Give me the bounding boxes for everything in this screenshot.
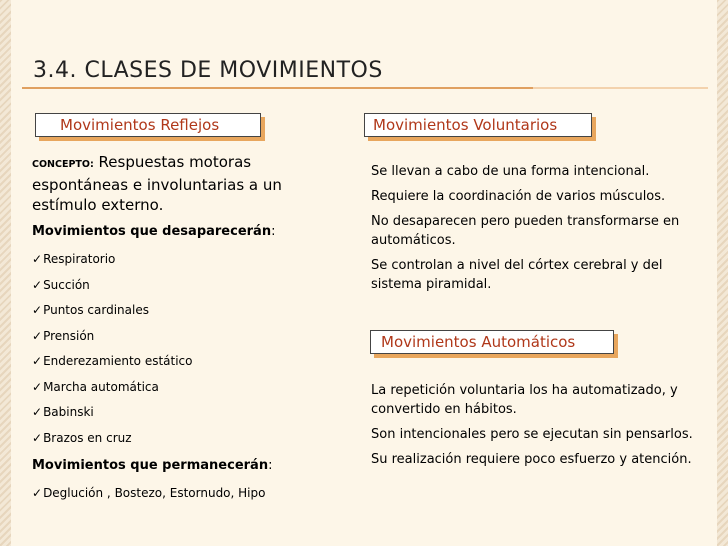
list-item: ✓Marcha automática	[32, 379, 159, 394]
concept-paragraph	[32, 152, 332, 215]
list-item: ✓Succión	[32, 277, 90, 292]
voluntarios-line: Se controlan a nivel del córtex cerebral y del sistema piramidal.	[371, 258, 663, 292]
voluntarios-line: Se llevan a cabo de una forma intencional.	[371, 164, 650, 179]
check-icon: ✓	[32, 252, 43, 266]
list-item: ✓Babinski	[32, 405, 94, 419]
disappear-list	[32, 247, 332, 451]
decorative-stripe-left	[0, 0, 11, 546]
check-icon: ✓	[32, 303, 43, 317]
automaticos-line: Son intencionales pero se ejecutan sin pensarlos.	[371, 427, 693, 442]
check-icon: ✓	[32, 277, 43, 292]
disappear-heading-text: Movimientos que desaparecerán	[32, 224, 272, 239]
concept-label: CONCEPTO:	[32, 159, 94, 170]
voluntarios-line: Requiere la coordinación de varios músculos.	[371, 189, 666, 204]
automaticos-line: La repetición voluntaria los ha automatizado, y convertido en hábitos.	[371, 383, 678, 417]
check-icon: ✓	[32, 328, 43, 343]
header-automaticos: Movimientos Automáticos	[370, 330, 614, 354]
remain-list	[32, 481, 332, 507]
disappear-heading	[32, 223, 332, 241]
remain-heading	[32, 457, 332, 475]
check-icon: ✓	[32, 354, 43, 368]
automaticos-content	[371, 381, 701, 475]
list-item: ✓Puntos cardinales	[32, 303, 149, 317]
check-icon: ✓	[32, 486, 43, 500]
voluntarios-content	[371, 162, 701, 300]
automaticos-line: Su realización requiere poco esfuerzo y atención.	[371, 452, 692, 467]
reflejos-content	[32, 152, 332, 507]
slide-title: 3.4. CLASES DE MOVIMIENTOS	[33, 58, 383, 83]
voluntarios-line: No desaparecen pero pueden transformarse en automáticos.	[371, 214, 680, 248]
list-item: ✓Brazos en cruz	[32, 430, 132, 445]
list-item: ✓Deglución , Bostezo, Estornudo, Hipo	[32, 486, 266, 500]
disappear-heading-colon: :	[271, 224, 276, 239]
remain-heading-text: Movimientos que permanecerán	[32, 458, 269, 473]
decorative-stripe-right	[717, 0, 728, 546]
concept-text: Respuestas motoras espontáneas e involuntarias a un estímulo externo.	[32, 153, 282, 214]
title-underline	[22, 87, 708, 89]
check-icon: ✓	[32, 430, 43, 445]
check-icon: ✓	[32, 405, 43, 419]
header-voluntarios: Movimientos Voluntarios	[364, 113, 592, 137]
check-icon: ✓	[32, 379, 43, 394]
list-item: ✓Prensión	[32, 328, 95, 343]
list-item: ✓Respiratorio	[32, 252, 116, 266]
header-reflejos: Movimientos Reflejos	[35, 113, 261, 137]
list-item: ✓Enderezamiento estático	[32, 354, 193, 368]
remain-heading-colon: :	[268, 458, 273, 473]
